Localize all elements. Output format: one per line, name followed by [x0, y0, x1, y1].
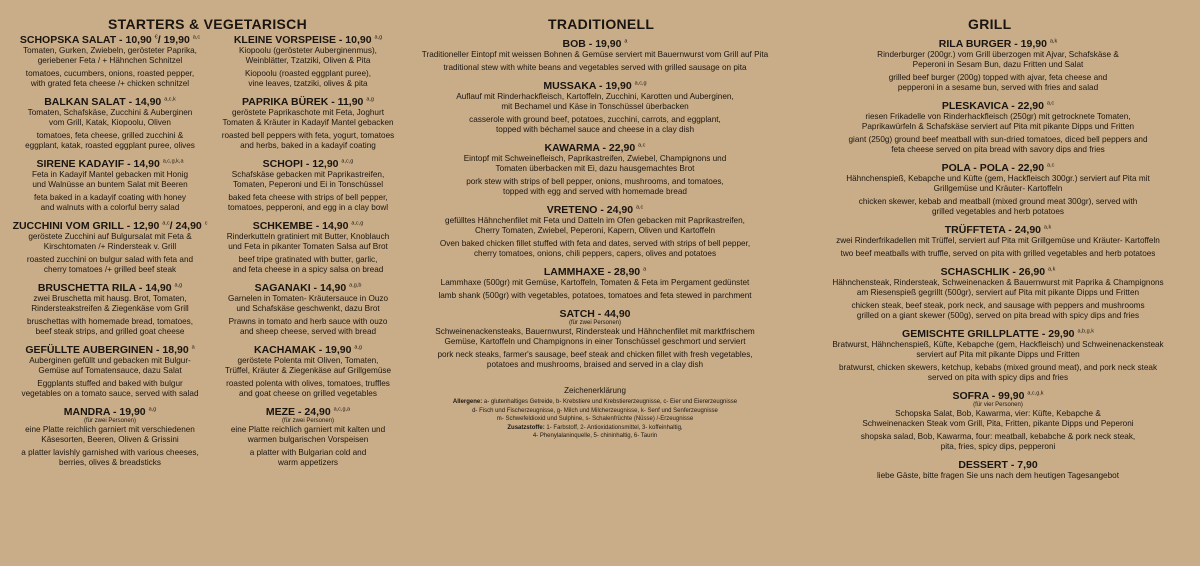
allergen-codes: a,c,g,a: [333, 406, 351, 413]
menu-item-note: (für zwei Personen): [83, 418, 137, 424]
legend-allergens: [398, 398, 792, 424]
legend-additives: [398, 424, 792, 441]
menu-item-name-price: SIRENE KADAYIF - 14,90: [36, 158, 163, 170]
menu-item-description-en: pork neck steaks, farmer's sausage, beef steak and chicken fillet with fresh vegetables, potatoes and mushrooms, braised and served in a clay dish: [437, 350, 753, 369]
header-starters: STARTERS & VEGETARISCH: [108, 16, 307, 32]
menu-item-description-en: tomatoes, cucumbers, onions, roasted pepper, with grated feta cheese /+ chicken schnitzel: [25, 69, 195, 88]
menu-item-description-en: a platter with Bulgarian cold and warm appetizers: [249, 448, 367, 467]
menu-item-title: [6, 158, 214, 170]
allergen-codes: a,g: [374, 34, 383, 41]
menu-item: [208, 282, 408, 337]
allergen-codes: a,c: [635, 204, 644, 211]
menu-item-title: [6, 220, 214, 232]
allergen-codes: a,c,g: [634, 80, 647, 87]
menu-item-description-de: Schafskäse gebacken mit Paprikastreifen, Tomaten, Peperoni und Ei in Tonschüssel: [231, 170, 385, 189]
allergen-codes: a: [191, 344, 195, 351]
menu-item: [208, 344, 408, 399]
menu-item-description-en: giant (250g) ground beef meatball with sun-dried tomatoes, diced bell peppers and feta cheese served on pita bread with savory dips and fries: [848, 135, 1148, 154]
menu-item: [6, 282, 214, 337]
menu-item-name-price: SAGANAKI - 14,90: [254, 282, 350, 294]
menu-item-description-en: shopska salad, Bob, Kawarma, four: meatball, kebabche & pork neck steak, pita, fries, spicy dips, pepperoni: [860, 432, 1136, 451]
menu-item-description-de: Feta in Kadayif Mantel gebacken mit Honig und Walnüsse an buntem Salat mit Beeren: [31, 170, 189, 189]
menu-item-title: [6, 406, 214, 418]
menu-item-description-en: roasted zucchini on bulgur salad with feta and cherry tomatoes /+ grilled beef steak: [26, 255, 194, 274]
menu-item-description-en: Eggplants stuffed and baked with bulgur vegetables on a tomato sauce, served with salad: [21, 379, 199, 398]
menu-item-name-price: BALKAN SALAT - 14,90: [44, 96, 165, 108]
menu-item-name-price: SCHASCHLIK - 26,90: [940, 266, 1048, 278]
menu-item-description-en: roasted polenta with olives, tomatoes, truffles and goat cheese on grilled vegetables: [226, 379, 390, 398]
menu-item-name-price: VRETENO - 24,90: [546, 204, 636, 216]
menu-item-name-price: SOFRA - 99,90: [952, 390, 1028, 402]
menu-item-description-en: roasted bell peppers with feta, yogurt, tomatoes and herbs, baked in a kadayif coating: [221, 131, 395, 150]
menu-item: [6, 220, 214, 275]
allergen-codes: a,c: [638, 142, 646, 149]
menu-item: [800, 38, 1196, 93]
menu-item-title: [208, 344, 408, 356]
menu-item-name-price: ZUCCHINI VOM GRILL - 12,90: [12, 220, 163, 232]
menu-item: [6, 406, 214, 468]
menu-item-title: [398, 38, 792, 50]
menu-item-name-price: KAWARMA - 22,90: [544, 142, 639, 154]
menu-item-description-en: casserole with ground beef, potatoes, zucchini, carrots, and eggplant, topped with béchamel sauce and cheese in a clay dish: [469, 115, 721, 134]
menu-item-description-de: Hähnchenspieß, Kebapche und Küfte (gem, Hackfleisch 300gr.) serviert auf Pita mit Grillgemüse und Kräuter- Kartoffeln: [846, 174, 1150, 193]
menu-item-description-de: Eintopf mit Schweinefleisch, Paprikastreifen, Zwiebel, Champignons und Tomaten überbacken mit Ei, dazu hausgemachtes Brot: [463, 154, 727, 173]
menu-item-title: [208, 34, 408, 46]
menu-item-description-de: Auflauf mit Rinderhackfleisch, Kartoffeln, Zucchini, Karotten und Auberginen, mit Bechamel und Käse in Tonschüssel überbacken: [456, 92, 734, 111]
menu-item-description-en: a platter lavishly garnished with various cheeses, berries, olives & breadsticks: [21, 448, 199, 467]
allergen-codes: a,g,b: [349, 282, 362, 289]
allergen-codes: a,g: [366, 96, 374, 103]
allergen-codes: a,c,g,k,a: [162, 158, 184, 165]
menu-item-description-en: bratwurst, chicken skewers, ketchup, kebabs (mixed ground meat), and pork neck steak served on pita with spicy dips and fries: [838, 363, 1158, 382]
allergen-codes: a,c: [192, 34, 201, 41]
allergen-codes: a,c: [1047, 162, 1055, 169]
menu-item: [208, 96, 408, 151]
menu-item: [800, 459, 1196, 481]
menu-item: [398, 308, 792, 370]
menu-item-name-price: BOB - 19,90: [562, 38, 625, 50]
legend-allergens-text: a- glutenhaltiges Getreide, b- Krebstiere und Krebstiererzeugnisse, c- Eier und Eiererzeugnisse d- Fisch und Fischerzeugnisse, g- Milch und Milcherzeugnisse, k- Senf und Senferzeugnisse m- Schwefeldioxid und Sulphine, s- Schalenfrüchte (Nüsse) /-Erzeugnisse: [472, 399, 738, 422]
allergen-codes: a,c: [1046, 100, 1055, 107]
header-grill: GRILL: [968, 16, 1012, 32]
allergen-codes: €: [154, 34, 158, 41]
legend-additives-text: 1- Farbstoff, 2- Antioxidationsmittel, 3- koffeinhaltig, 4- Phenylalaninquelle, 5- chininhaltig, 6- Taurin: [532, 424, 683, 439]
menu-item-description-en: Oven baked chicken fillet stuffed with feta and dates, served with strips of bell pepper, cherry tomatoes, onions, chili peppers, capers, olives and potatoes: [439, 239, 751, 258]
menu-item-name-price: SCHOPSKA SALAT - 10,90: [19, 34, 155, 46]
menu-item-description-de: geröstete Zucchini auf Bulgursalat mit Feta & Kirschtomaten /+ Rindersteak v. Grill: [28, 232, 192, 251]
menu-item: [6, 344, 214, 399]
menu-item-description-de: geröstete Polenta mit Oliven, Tomaten, Trüffel, Kräuter & Ziegenkäse auf Grillgemüse: [224, 356, 392, 375]
menu-item-description-en: feta baked in a kadayif coating with honey and walnuts with a colorful berry salad: [33, 193, 187, 212]
menu-item: [398, 266, 792, 301]
menu-item: [398, 204, 792, 259]
menu-item-name-price: TRÜFFTETA - 24,90: [944, 224, 1044, 236]
menu-item-note: (für zwei Personen): [281, 418, 335, 424]
legend-title: Zeichenerklärung: [564, 386, 626, 395]
menu-item-title: [800, 38, 1196, 50]
menu-item: [800, 224, 1196, 259]
menu-item-description-en: two beef meatballs with truffle, served on pita with grilled vegetables and herb potatoes: [840, 249, 1156, 258]
menu-item-name-price: MANDRA - 19,90: [63, 406, 149, 418]
menu-item-name-price: SCHOPI - 12,90: [262, 158, 342, 170]
menu-item: [208, 406, 408, 468]
menu-item: [208, 158, 408, 213]
allergen-codes: a,c,k: [164, 96, 176, 103]
menu-item-title: [800, 459, 1196, 471]
menu-item-description-en: Prawns in tomato and herb sauce with ouzo and sheep cheese, served with bread: [228, 317, 388, 336]
menu-item-title: [800, 266, 1196, 278]
menu-item: [800, 328, 1196, 383]
menu-item-name-price: POLA - POLA - 22,90: [941, 162, 1048, 174]
menu-item-title: [208, 158, 408, 170]
menu-item-description-de: gefülltes Hähnchenfilet mit Feta und Datteln im Ofen gebacken mit Paprikastreifen, Cherry Tomaten, Zwiebel, Peperoni, Kapern, Oliven und Kartoffeln: [445, 216, 745, 235]
column-starters-right: [208, 34, 408, 475]
menu-item-name-price: PAPRIKA BÜREK - 11,90: [242, 96, 367, 108]
menu-item-name-price: SATCH - 44,90: [559, 308, 631, 320]
menu-item-title: [6, 34, 214, 46]
allergen-codes: a,g: [148, 406, 157, 413]
menu-item-name-price: KLEINE VORSPEISE - 10,90: [233, 34, 375, 46]
menu-item-name-price: PLESKAVICA - 22,90: [941, 100, 1047, 112]
menu-item-name-price: SCHKEMBE - 14,90: [252, 220, 352, 232]
menu-item-name-price: GEMISCHTE GRILLPLATTE - 29,90: [902, 328, 1078, 340]
allergen-codes: a,k: [1043, 224, 1052, 231]
menu-item: [6, 96, 214, 151]
menu-item-title: [208, 406, 408, 418]
menu-item-description-en: Kiopoolu (roasted eggplant puree), vine leaves, tzatziki, olives & pita: [244, 69, 372, 88]
menu-item-description-en: chicken skewer, kebab and meatball (mixed ground meat 300gr), served with grilled vegetables and herb potatoes: [858, 197, 1138, 216]
menu-item: [800, 390, 1196, 452]
menu-item-title: [208, 220, 408, 232]
menu-item-name-price: RILA BURGER - 19,90: [938, 38, 1050, 50]
menu-item-description-en: traditional stew with white beans and vegetables served with grilled sausage on pita: [443, 63, 747, 72]
legend-additives-label: Zusatzstoffe:: [507, 424, 545, 431]
menu-item-title: [800, 224, 1196, 236]
menu-item-description-de: Rinderkutteln gratiniert mit Butter, Knoblauch und Feta in pikanter Tomaten Salsa auf Brot: [226, 232, 390, 251]
menu-item-title: [208, 282, 408, 294]
allergen-codes: a,c,g,k: [1027, 390, 1044, 397]
menu-item-description-de: Kiopoolu (gerösteter Auberginenmus), Weinblätter, Tzatziki, Oliven & Pita: [239, 46, 377, 65]
menu-item-title: [398, 266, 792, 278]
menu-item-description-de: eine Platte reichlich garniert mit kalten und warmen bulgarischen Vorspeisen: [230, 425, 386, 444]
menu-item-name-price: GEFÜLLTE AUBERGINEN - 18,90: [25, 344, 192, 356]
menu-item-title: [208, 96, 408, 108]
menu-item-name-price: DESSERT - 7,90: [958, 459, 1038, 471]
menu-item-description-de: Schweinenackensteaks, Bauernwurst, Rindersteak und Hähnchenfilet mit marktfrischem Gemüse, Kartoffeln und Champignons in einer Tonschüssel geschmort und serviert: [435, 327, 755, 346]
menu-item: [208, 220, 408, 275]
allergen-codes: a,g: [354, 344, 362, 351]
menu-item: [800, 100, 1196, 155]
allergen-codes: a,g: [174, 282, 183, 289]
menu-item-name-price: KACHAMAK - 19,90: [253, 344, 355, 356]
allergen-codes: a,c: [162, 220, 170, 227]
allergen-codes: c: [204, 220, 208, 227]
menu-item-alt-price: / 19,90: [157, 34, 193, 46]
menu-item-description-de: riesen Frikadelle von Rinderhackfleisch (250gr) mit getrocknete Tomaten, Paprikawürfeln & Schafskäse serviert auf Pita mit pikante Dipps und Fritten: [861, 112, 1135, 131]
menu-item-title: [6, 344, 214, 356]
menu-item: [398, 38, 792, 73]
menu-item-description-de: Schopska Salat, Bob, Kawarma, vier: Küfte, Kebapche & Schweinenacken Steak vom Grill, Pita, Fritten, pikante Dipps und Peperoni: [862, 409, 1134, 428]
menu-item-title: [398, 308, 792, 320]
menu-item-description-de: zwei Rinderfrikadellen mit Trüffel, serviert auf Pita mit Grillgemüse und Kräuter- Kartoffeln: [836, 236, 1160, 245]
allergen-codes: a,c,g: [351, 220, 364, 227]
menu-item-description-en: chicken steak, beef steak, pork neck, and sausage with peppers and mushrooms grilled on a giant skewer (500g), served on pita bread with spicy dips and fries: [851, 301, 1145, 320]
menu-item-note: (für zwei Personen): [568, 320, 622, 326]
menu-item-title: [800, 390, 1196, 402]
menu-item-note: (für vier Personen): [973, 402, 1023, 408]
menu-item-description-de: liebe Gäste, bitte fragen Sie uns nach dem heutigen Tagesangebot: [876, 471, 1119, 480]
menu-item-description-de: Tomaten, Gurken, Zwiebeln, gerösteter Paprika, geriebener Feta / + Hähnchen Schnitzel: [23, 46, 197, 65]
column-traditionell: [398, 38, 792, 441]
menu-item-description-en: tomatoes, feta cheese, grilled zucchini & eggplant, katak, roasted eggplant puree, olives: [25, 131, 195, 150]
menu-item-title: [800, 162, 1196, 174]
menu-item-description-de: Lammhaxe (500gr) mit Gemüse, Kartoffeln, Tomaten & Feta im Pergament gedünstet: [440, 278, 750, 287]
menu-item-description-en: grilled beef burger (200g) topped with ajvar, feta cheese and pepperoni in a sesame bun, served with fries and salad: [888, 73, 1108, 92]
menu-item-description-de: zwei Bruschetta mit hausg. Brot, Tomaten, Rindersteakstreifen & Ziegenkäse vom Grill: [31, 294, 189, 313]
menu-item-description-en: lamb shank (500gr) with vegetables, potatoes, tomatoes and feta stewed in parchment: [438, 291, 752, 300]
menu-item-description-de: Bratwurst, Hähnchenspieß, Küfte, Kebapche (gem, Hackfleisch) und Schweinenackensteak serviert auf Pita mit pikante Dipps und Fritten: [832, 340, 1164, 359]
menu-item-description-de: Traditioneller Eintopf mit weissen Bohnen & Gemüse serviert mit Bauernwurst vom Grill auf Pita: [421, 50, 769, 59]
menu-item-title: [800, 100, 1196, 112]
menu-item: [208, 34, 408, 89]
allergen-codes: a,k: [1049, 38, 1058, 45]
menu-item-description-en: baked feta cheese with strips of bell pepper, tomatoes, pepperoni, and egg in a clay bowl: [227, 193, 389, 212]
menu-item-description-de: Rinderburger (200gr.) vom Grill überzogen mit Ajvar, Schafskäse & Peperoni in Sesam Bun, dazu Fritten und Salat: [877, 50, 1119, 69]
legend: [398, 384, 792, 441]
allergen-codes: a: [643, 266, 647, 273]
menu-item-name-price: MEZE - 24,90: [265, 406, 334, 418]
menu-item: [6, 34, 214, 89]
allergen-codes: a,c,g: [341, 158, 354, 165]
menu-item-alt-price: / 24,90: [169, 220, 205, 232]
menu-item-description-en: beef tripe gratinated with butter, garlic, and feta cheese in a spicy salsa on bread: [232, 255, 384, 274]
allergen-codes: a: [624, 38, 628, 45]
menu-item-name-price: LAMMHAXE - 28,90: [543, 266, 644, 278]
menu-item-name-price: BRUSCHETTA RILA - 14,90: [37, 282, 175, 294]
menu-item: [800, 266, 1196, 321]
menu-item: [398, 142, 792, 197]
header-traditionell: TRADITIONELL: [548, 16, 655, 32]
menu-item-title: [800, 328, 1196, 340]
menu-item: [6, 158, 214, 213]
menu-item-description-en: bruschettas with homemade bread, tomatoes, beef steak strips, and grilled goat cheese: [26, 317, 194, 336]
menu-item-description-en: pork stew with strips of bell pepper, onions, mushrooms, and tomatoes, topped with egg and served with homemade bread: [466, 177, 724, 196]
menu-item-description-de: Auberginen gefüllt und gebacken mit Bulgur- Gemüse auf Tomatensauce, dazu Salat: [29, 356, 191, 375]
menu-item-description-de: geröstete Paprikaschote mit Feta, Joghurt Tomaten & Kräuter in Kadayif Mantel gebacken: [222, 108, 394, 127]
menu-item-description-de: Hähnchensteak, Rindersteak, Schweinenacken & Bauernwurst mit Paprika & Champignons am Riesenspieß gegrillt (500gr), serviert auf Pita mit pikante Dipps und Fritten: [832, 278, 1164, 297]
allergen-codes: a,b,g,k: [1077, 328, 1094, 335]
menu-item-title: [398, 80, 792, 92]
menu-item: [398, 80, 792, 135]
menu-item-title: [6, 282, 214, 294]
column-grill: [800, 38, 1196, 488]
column-starters-left: [6, 34, 214, 475]
menu-item-title: [398, 204, 792, 216]
menu-item: [800, 162, 1196, 217]
menu-item-title: [398, 142, 792, 154]
allergen-codes: a,k: [1048, 266, 1056, 273]
menu-item-name-price: MUSSAKA - 19,90: [543, 80, 635, 92]
menu-item-description-de: Tomaten, Schafskäse, Zucchini & Auberginen vom Grill, Katak, Kiopoolu, Oliven: [27, 108, 193, 127]
menu-item-description-de: eine Platte reichlich garniert mit verschiedenen Käsesorten, Beeren, Oliven & Grissini: [25, 425, 195, 444]
menu-item-title: [6, 96, 214, 108]
legend-allergens-label: Allergene:: [452, 399, 483, 405]
menu-item-description-de: Garnelen in Tomaten- Kräutersauce in Ouzo und Schafskäse geschwenkt, dazu Brot: [227, 294, 389, 313]
